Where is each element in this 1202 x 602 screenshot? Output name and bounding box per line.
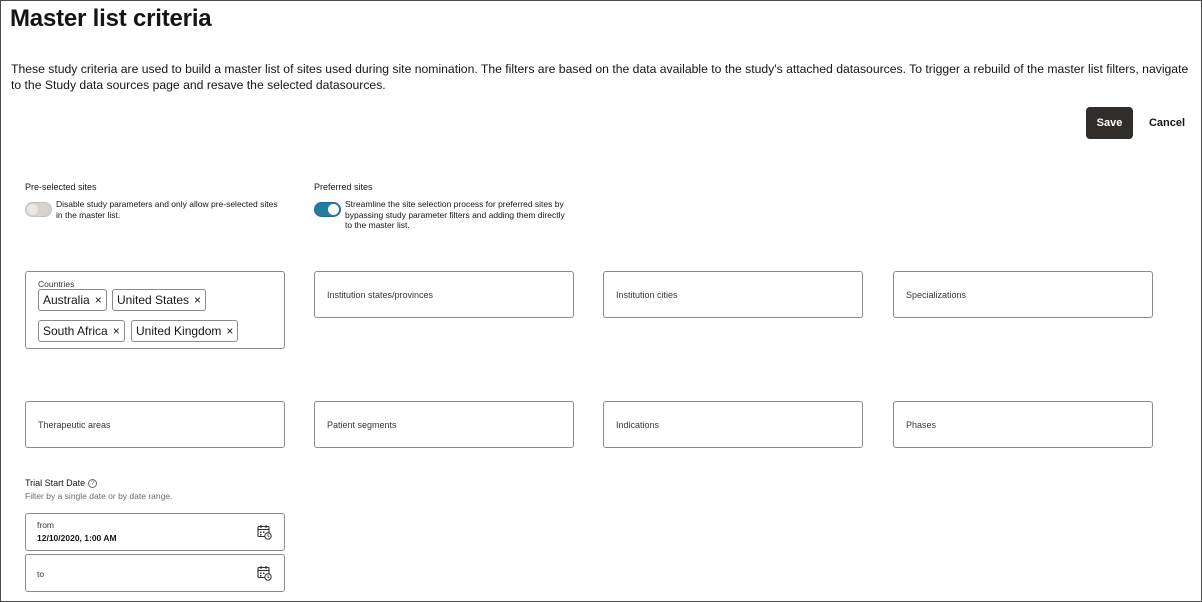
country-chip-united-states	[112, 289, 206, 311]
page-description: These study criteria are used to build a master list of sites used during site nomination. The filters are based on the data available to the study's attached datasources. To trigger a rebuild of the master list filters, navigate to the Study data sources page and resave the selected datasources.	[11, 62, 1189, 92]
trial-start-date-label	[25, 478, 97, 488]
close-icon[interactable]: ×	[194, 293, 202, 307]
chip-label: Australia	[43, 293, 90, 307]
chip-label: United States	[117, 293, 190, 307]
toggle-knob	[27, 204, 38, 215]
close-icon[interactable]: ×	[226, 324, 234, 338]
phases-placeholder: Phases	[906, 419, 937, 430]
trial-start-from-field[interactable]	[25, 513, 285, 551]
institution-states-placeholder: Institution states/provinces	[327, 289, 434, 300]
calendar-icon[interactable]	[257, 565, 272, 581]
trial-start-date-hint: Filter by a single date or by date range.	[25, 491, 173, 501]
countries-label: Countries	[38, 279, 75, 289]
specializations-field[interactable]	[893, 271, 1153, 318]
preselected-sites-text: Disable study parameters and only allow pre-selected sites in the master list.	[56, 199, 278, 220]
from-date-value: 12/10/2020, 1:00 AM	[37, 533, 117, 543]
therapeutic-areas-placeholder: Therapeutic areas	[38, 419, 111, 430]
close-icon[interactable]: ×	[112, 324, 120, 338]
preferred-sites-toggle[interactable]	[314, 202, 341, 217]
preselected-sites-label: Pre-selected sites	[25, 182, 97, 192]
save-button[interactable]: Save	[1086, 107, 1133, 139]
indications-field[interactable]	[603, 401, 863, 448]
institution-states-field[interactable]	[314, 271, 574, 318]
trial-start-date-text: Trial Start Date	[25, 478, 86, 488]
cancel-button[interactable]: Cancel	[1143, 107, 1191, 139]
therapeutic-areas-field[interactable]	[25, 401, 285, 448]
chip-label: South Africa	[43, 324, 108, 338]
specializations-placeholder: Specializations	[906, 289, 967, 300]
from-label: from	[37, 520, 54, 530]
country-chip-united-kingdom	[131, 320, 238, 342]
chip-label: United Kingdom	[136, 324, 222, 338]
patient-segments-field[interactable]	[314, 401, 574, 448]
indications-placeholder: Indications	[616, 419, 660, 430]
preselected-sites-toggle[interactable]	[25, 202, 52, 217]
country-chip-australia	[38, 289, 107, 311]
preferred-sites-text: Streamline the site selection process for preferred sites by bypassing study parameter filters and adding them directly to the master list.	[345, 199, 565, 230]
phases-field[interactable]	[893, 401, 1153, 448]
patient-segments-placeholder: Patient segments	[327, 419, 397, 430]
countries-field[interactable]	[25, 271, 285, 349]
country-chip-south-africa	[38, 320, 125, 342]
calendar-icon[interactable]	[257, 524, 272, 540]
preferred-sites-label: Preferred sites	[314, 182, 373, 192]
institution-cities-field[interactable]	[603, 271, 863, 318]
help-icon[interactable]: ?	[88, 479, 97, 488]
trial-start-to-field[interactable]	[25, 554, 285, 592]
to-label: to	[37, 569, 45, 579]
institution-cities-placeholder: Institution cities	[616, 289, 678, 300]
page-title: Master list criteria	[10, 5, 212, 32]
toggle-knob	[328, 204, 339, 215]
close-icon[interactable]: ×	[94, 293, 102, 307]
